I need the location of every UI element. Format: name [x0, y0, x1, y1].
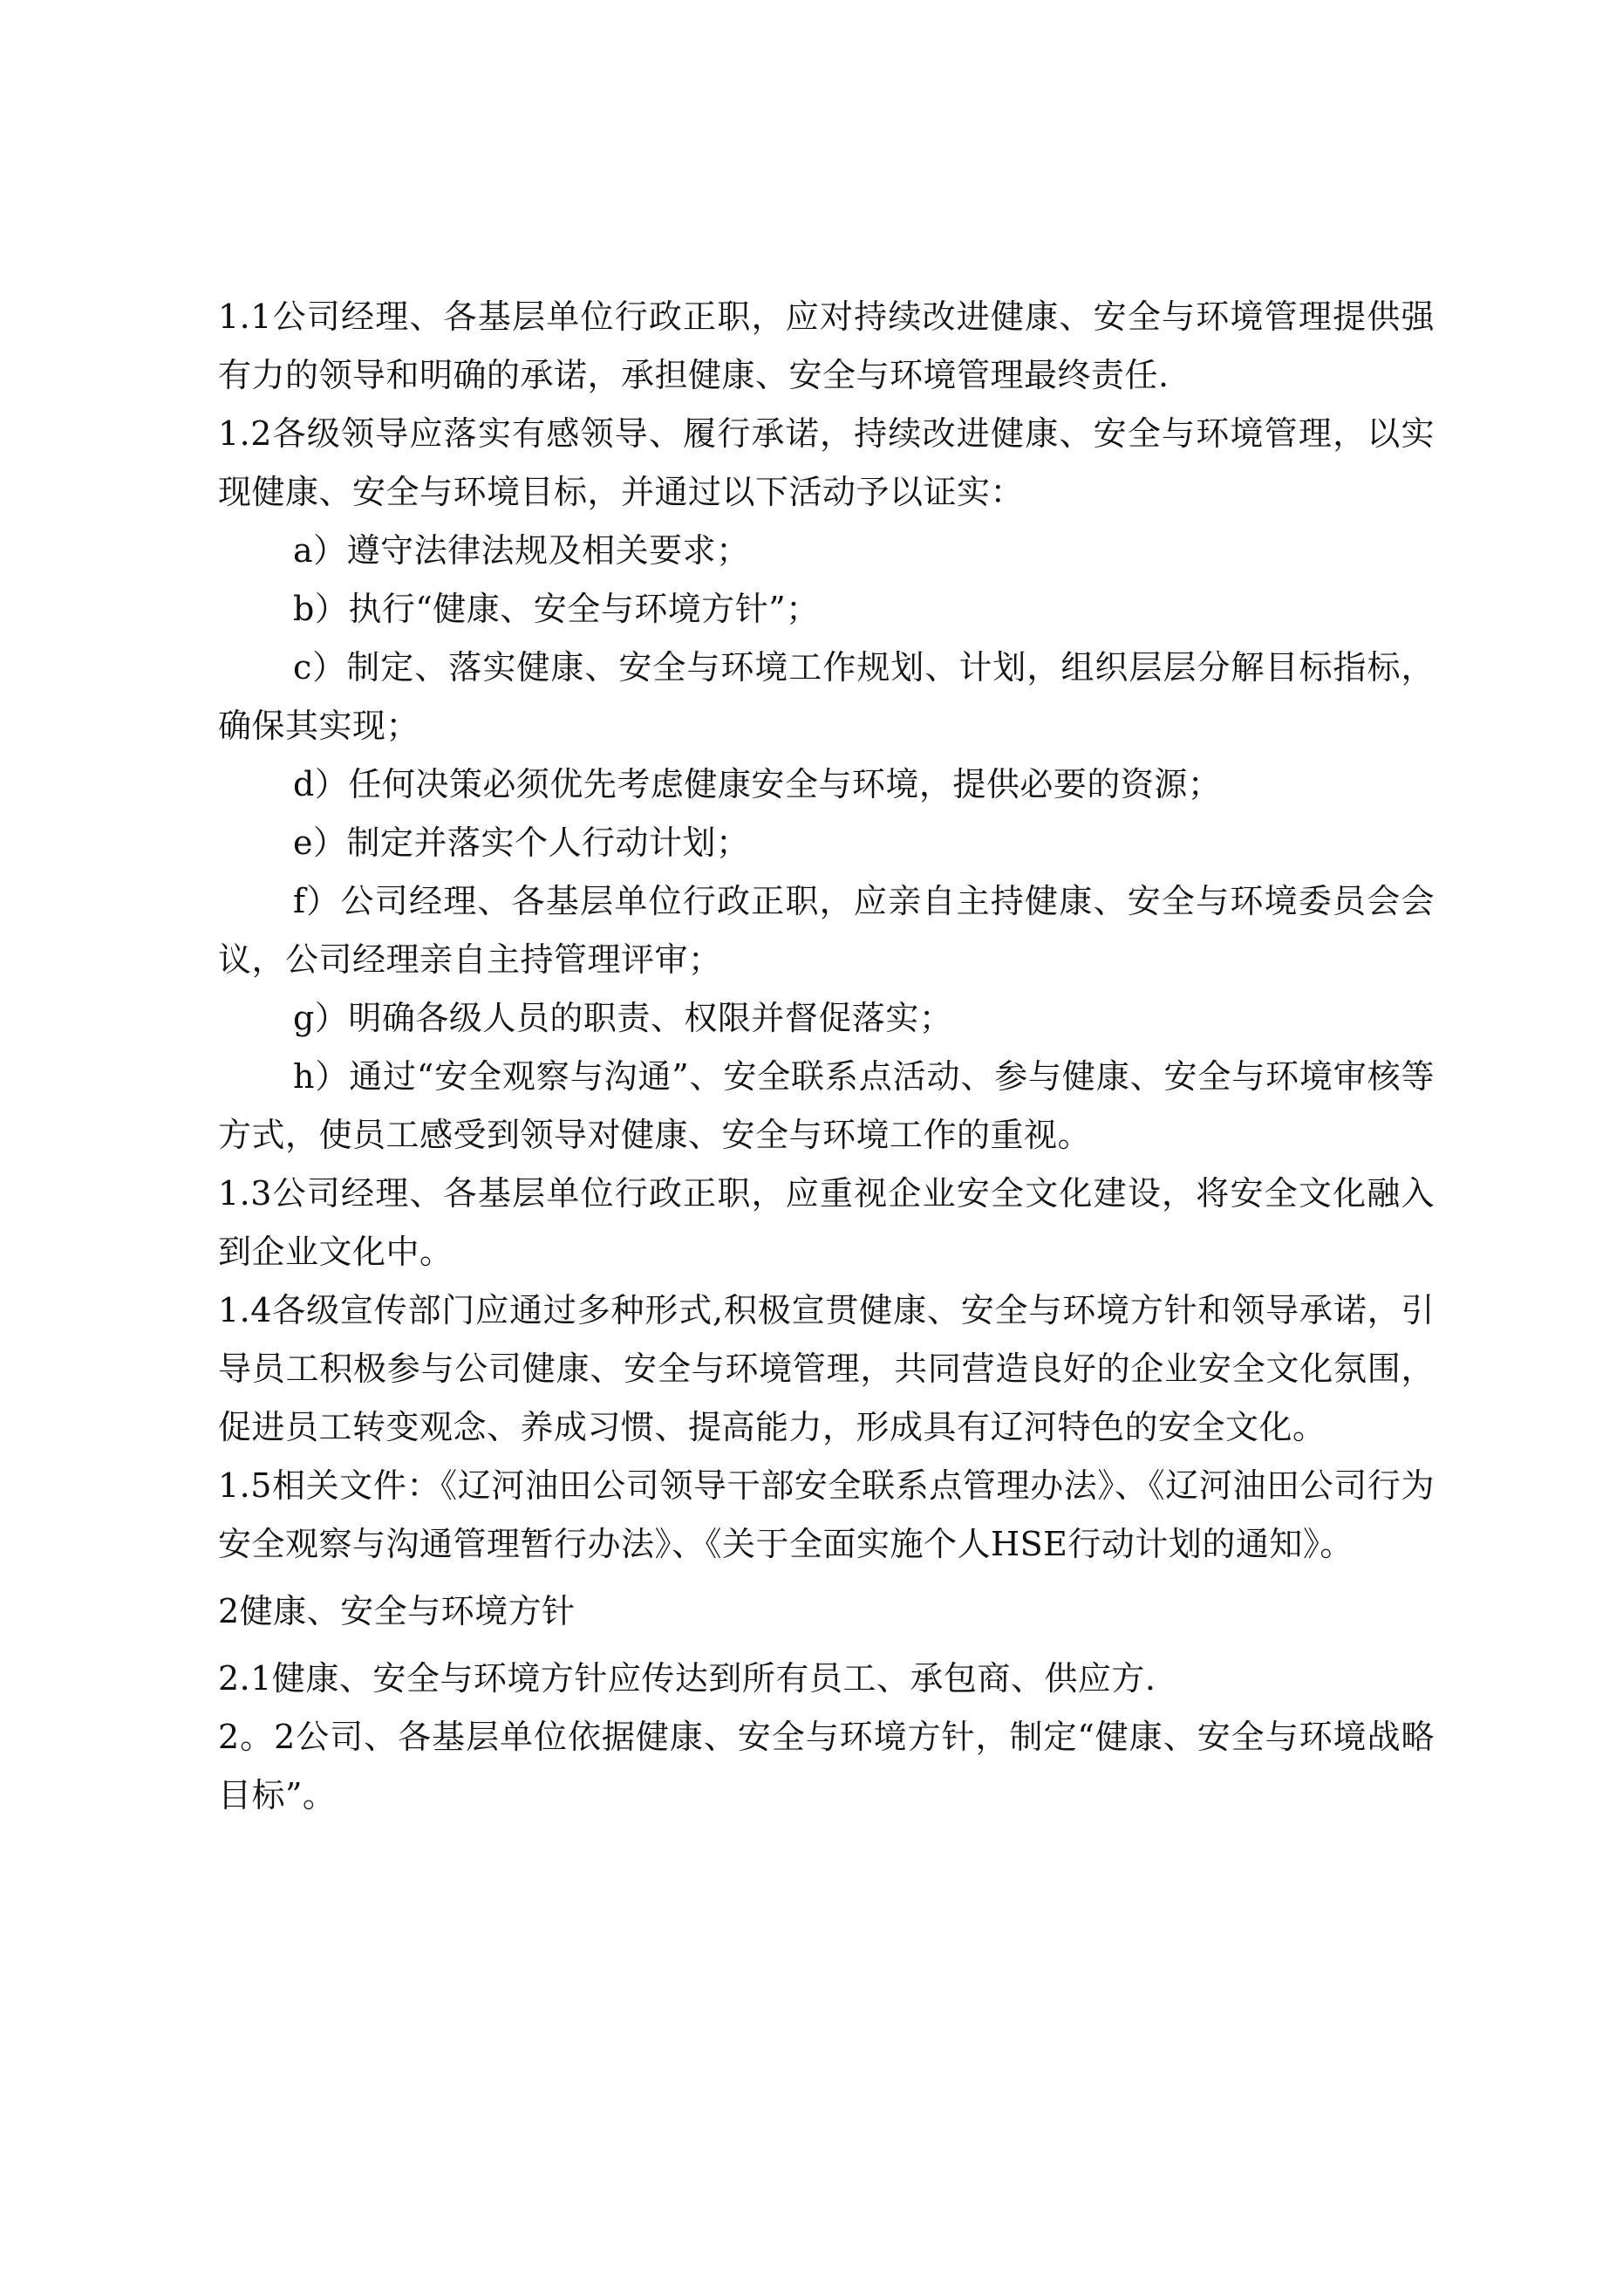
list-item-a: a）遵守法律法规及相关要求；: [293, 531, 750, 570]
list-item-h: h）通过“安全观察与沟通”、安全联系点活动、参与健康、安全与环境审核等方式，使员工感受到领导对健康、安全与环境工作的重视。: [218, 1057, 1435, 1154]
document-body: [218, 288, 1435, 1825]
list-item-g: g）明确各级人员的职责、权限并督促落实；: [293, 999, 953, 1037]
list-item-e: e）制定并落实个人行动计划；: [293, 823, 750, 862]
paragraph-1-2: 1.2各级领导应落实有感领导、履行承诺，持续改进健康、安全与环境管理，以实现健康、安全与环境目标，并通过以下活动予以证实：: [218, 414, 1435, 511]
paragraph-1-5: 1.5相关文件：《辽河油田公司领导干部安全联系点管理办法》、《辽河油田公司行为安全观察与沟通管理暂行办法》、《关于全面实施个人HSE行动计划的通知》。: [218, 1466, 1435, 1563]
paragraph-1-1: 1.1公司经理、各基层单位行政正职，应对持续改进健康、安全与环境管理提供强有力的领导和明确的承诺，承担健康、安全与环境管理最终责任.: [218, 297, 1435, 394]
paragraph-2-2: 2。2公司、各基层单位依据健康、安全与环境方针，制定“健康、安全与环境战略目标”。: [218, 1718, 1435, 1814]
paragraph-1-4: 1.4各级宣传部门应通过多种形式,积极宣贯健康、安全与环境方针和领导承诺，引导员工积极参与公司健康、安全与环境管理，共同营造良好的企业安全文化氛围，促进员工转变观念、养成习惯、提高能力，形成具有辽河特色的安全文化。: [218, 1291, 1435, 1446]
list-item-f: f）公司经理、各基层单位行政正职，应亲自主持健康、安全与环境委员会会议，公司经理亲自主持管理评审；: [218, 882, 1435, 979]
paragraph-2-1: 2.1健康、安全与环境方针应传达到所有员工、承包商、供应方.: [218, 1659, 1156, 1698]
list-item-c: c）制定、落实健康、安全与环境工作规划、计划，组织层层分解目标指标，确保其实现；: [218, 648, 1435, 745]
list-item-b: b）执行“健康、安全与环境方针”；: [293, 590, 820, 628]
section-title-2: 2健康、安全与环境方针: [218, 1592, 576, 1630]
paragraph-1-3: 1.3公司经理、各基层单位行政正职，应重视企业安全文化建设，将安全文化融入到企业文化中。: [218, 1174, 1435, 1271]
list-item-d: d）任何决策必须优先考虑健康安全与环境，提供必要的资源；: [293, 765, 1222, 803]
